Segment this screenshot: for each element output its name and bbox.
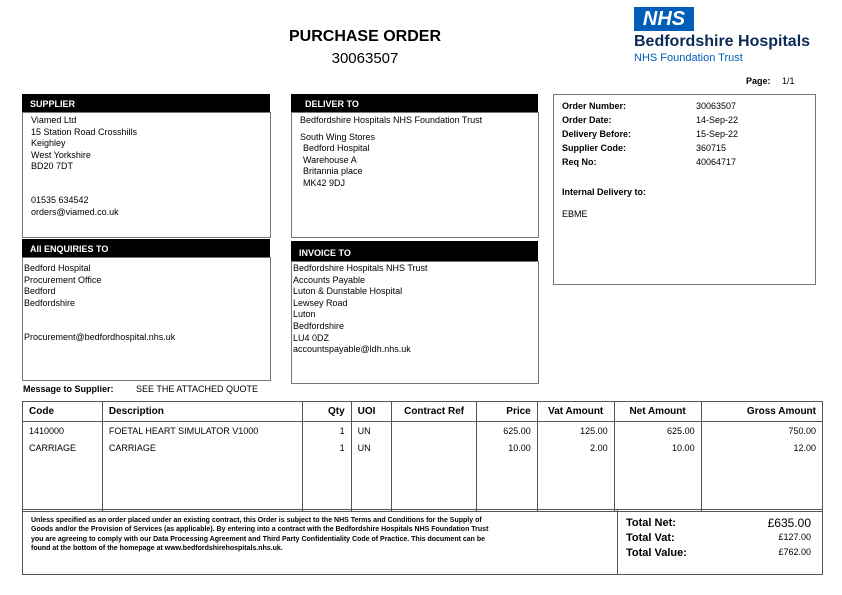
cell-gross: 750.00 (701, 422, 822, 440)
invoice-line: Luton & Dunstable Hospital (293, 286, 403, 297)
deliver-line: Bedford Hospital (303, 143, 370, 154)
col-vat-amount: Vat Amount (537, 402, 614, 422)
supplier-line: West Yorkshire (31, 149, 91, 160)
order-date-label: Order Date: (562, 115, 612, 125)
cell-code: 1410000 (23, 422, 103, 440)
table-filler-row (23, 456, 823, 512)
po-number: 30063507 (331, 50, 399, 67)
cell-gross: 12.00 (701, 439, 822, 456)
supplier-code-label: Supplier Code: (562, 143, 627, 153)
cell-vat: 125.00 (537, 422, 614, 440)
col-code: Code (23, 402, 103, 422)
document-title: PURCHASE ORDER (288, 28, 441, 45)
invoice-line: Bedfordshire (293, 320, 345, 331)
supplier-email: orders@viamed.co.uk (31, 206, 119, 217)
cell-uoi: UN (351, 439, 391, 456)
cell-qty: 1 (303, 439, 352, 456)
supplier-line: BD20 7DT (31, 161, 74, 172)
cell-description: CARRIAGE (102, 439, 302, 456)
cell-net: 625.00 (614, 422, 701, 440)
deliver-line: Britannia place (303, 166, 363, 177)
total-value-value: £762.00 (778, 547, 811, 557)
supplier-phone: 01535 634542 (31, 195, 89, 205)
terms-text: Unless specified as an order placed under an existing contract, this Order is subject to the NHS Terms and Conditions for the Supply of Goods and/or the Provision of Services (as applicable). By entering into a contract with the Bedfordshire Hospitals NHS Foundation Trust you are agreeing to comply with our Data Processing Agreement and Third Party Confidentiality Code of Practice. This document can be found at the bottom of the homepage at www.bedfordshirehospitals.nhs.uk. (31, 517, 489, 553)
supplier-heading: SUPPLIER (22, 94, 270, 112)
col-uoi: UOI (351, 402, 391, 422)
message-text: SEE THE ATTACHED QUOTE (136, 384, 259, 394)
org-subtitle: NHS Foundation Trust (634, 52, 743, 64)
deliver-line: Warehouse A (303, 154, 357, 165)
supplier-line: Viamed Ltd (31, 115, 77, 125)
deliver-line: South Wing Stores (300, 131, 376, 142)
footer-box (22, 509, 823, 575)
deliver-line: MK42 9DJ (303, 177, 346, 188)
totals-box (617, 510, 823, 574)
cell-contract-ref (392, 422, 477, 440)
supplier-line: 15 Station Road Crosshills (31, 126, 138, 137)
cell-qty: 1 (303, 422, 352, 440)
org-name: Bedfordshire Hospitals (634, 33, 811, 50)
enquiries-line: Bedford Hospital (24, 263, 91, 273)
invoice-line: accountspayable@ldh.nhs.uk (293, 344, 411, 355)
table-header-row (23, 402, 823, 422)
invoice-line: Accounts Payable (293, 274, 366, 285)
col-price: Price (477, 402, 538, 422)
cell-uoi: UN (351, 422, 391, 440)
invoice-line: Lewsey Road (293, 297, 348, 308)
col-net-amount: Net Amount (614, 402, 701, 422)
cell-vat: 2.00 (537, 439, 614, 456)
table-row (23, 422, 823, 440)
deliver-to-box (291, 112, 539, 238)
total-vat-value: £127.00 (778, 532, 811, 542)
order-date-value: 14-Sep-22 (696, 115, 739, 125)
invoice-to-box (291, 261, 539, 384)
cell-description: FOETAL HEART SIMULATOR V1000 (102, 422, 302, 440)
internal-delivery-label: Internal Delivery to: (562, 187, 647, 197)
enquiries-email: Procurement@bedfordhospital.nhs.uk (24, 332, 176, 342)
page-label: Page: (746, 76, 771, 86)
page-value: 1/1 (782, 76, 795, 86)
items-table (22, 401, 823, 512)
col-contract-ref: Contract Ref (392, 402, 477, 422)
col-qty: Qty (303, 402, 352, 422)
total-net-value: £635.00 (767, 516, 811, 530)
delivery-before-label: Delivery Before: (562, 129, 632, 139)
total-net-label: Total Net: (626, 517, 676, 529)
req-no-label: Req No: (562, 157, 597, 167)
cell-code: CARRIAGE (23, 439, 103, 456)
nhs-logo: NHS (634, 7, 694, 31)
order-number-value: 30063507 (696, 101, 737, 111)
invoice-line: LU4 0DZ (293, 332, 330, 343)
total-value-label: Total Value: (626, 547, 687, 559)
invoice-line: Bedfordshire Hospitals NHS Trust (293, 263, 428, 273)
cell-net: 10.00 (614, 439, 701, 456)
enquiries-box (22, 257, 271, 381)
req-no-value: 40064717 (696, 157, 737, 167)
total-vat-label: Total Vat: (626, 532, 675, 544)
deliver-line: Bedfordshire Hospitals NHS Foundation Trust (300, 115, 483, 125)
supplier-line: Keighley (31, 138, 66, 149)
message-label: Message to Supplier: (23, 384, 114, 394)
cell-contract-ref (392, 439, 477, 456)
invoice-line: Luton (293, 309, 316, 320)
internal-delivery-value: EBME (562, 209, 588, 219)
order-number-label: Order Number: (562, 101, 627, 111)
col-description: Description (102, 402, 302, 422)
col-gross-amount: Gross Amount (701, 402, 822, 422)
enquiries-line: Bedford (24, 286, 56, 297)
cell-price: 10.00 (477, 439, 538, 456)
supplier-box (22, 112, 271, 238)
invoice-to-heading: INVOICE TO (291, 241, 538, 261)
cell-price: 625.00 (477, 422, 538, 440)
deliver-to-heading: DELIVER TO (291, 94, 538, 112)
enquiries-line: Bedfordshire (24, 297, 76, 308)
enquiries-line: Procurement Office (24, 274, 102, 285)
enquiries-heading: All ENQUIRIES TO (22, 239, 270, 257)
table-row (23, 439, 823, 456)
supplier-code-value: 360715 (696, 143, 727, 153)
order-info-box (553, 94, 816, 285)
delivery-before-value: 15-Sep-22 (696, 129, 739, 139)
